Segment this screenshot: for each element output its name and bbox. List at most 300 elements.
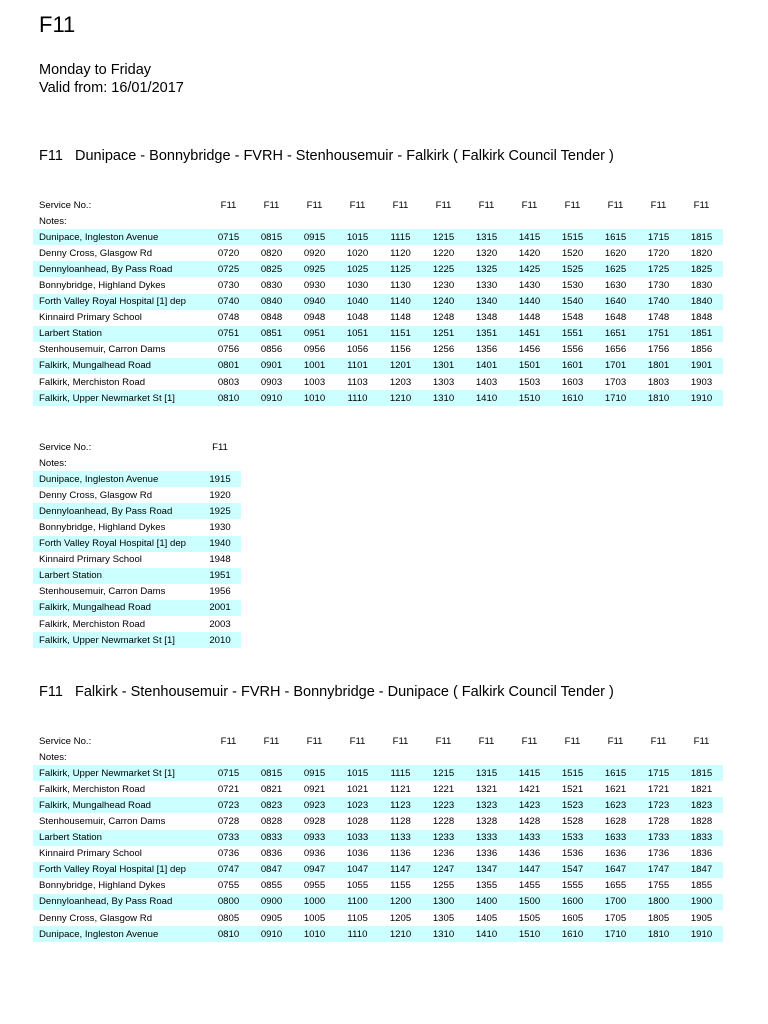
departure-time: 1055: [346, 880, 369, 892]
stop-name: Stenhousemuir, Carron Dams: [39, 344, 166, 356]
departure-time: 1233: [422, 830, 465, 846]
departure-time: 1525: [551, 261, 594, 277]
departure-time: 1128: [390, 816, 411, 828]
departure-time: 1220: [432, 247, 455, 259]
stop-name: Kinnaird Primary School: [39, 848, 142, 860]
departure-time: 1855: [690, 880, 713, 892]
departure-time: 1010: [293, 390, 336, 406]
departure-time: 1447: [508, 862, 551, 878]
stop-name: Bonnybridge, Highland Dykes: [39, 522, 166, 534]
departure-time: 1703: [604, 376, 627, 388]
departure-time: 0847: [250, 862, 293, 878]
departure-time: 0955: [303, 880, 326, 892]
notes-label: Notes:: [39, 457, 67, 469]
departure-time: 0728: [217, 816, 240, 828]
departure-time: 0830: [260, 280, 283, 292]
departure-time: 1710: [594, 390, 637, 406]
departure-time: 1003: [303, 376, 326, 388]
departure-time: 1133: [379, 830, 422, 846]
table-row: [33, 830, 723, 846]
departure-time: 0803: [217, 376, 240, 388]
departure-time: 0840: [250, 294, 293, 310]
departure-time: 0823: [250, 797, 293, 813]
departure-time: 1301: [422, 358, 465, 374]
notes-cell: [379, 749, 422, 765]
departure-time: 1801: [637, 358, 680, 374]
table-row: [33, 294, 723, 310]
departure-time: 1920: [209, 489, 231, 501]
departure-time: 1456: [518, 344, 541, 356]
departure-time: 0928: [303, 816, 326, 828]
departure-time: 0855: [260, 880, 283, 892]
departure-time: 1815: [680, 765, 723, 781]
notes-cell: [199, 455, 241, 471]
service-row: [33, 197, 723, 213]
departure-time: 1155: [390, 880, 411, 892]
departure-time: 1236: [432, 848, 455, 860]
table-row: [33, 910, 723, 926]
departure-time: 1001: [293, 358, 336, 374]
departure-time: 1051: [336, 326, 379, 342]
departure-time: 1115: [379, 229, 422, 245]
departure-time: 1120: [390, 247, 411, 259]
service-number: F11: [607, 199, 624, 211]
departure-time: 1415: [508, 765, 551, 781]
departure-time: 1048: [346, 312, 369, 324]
service-number: F11: [521, 199, 538, 211]
departure-time: 1830: [690, 280, 713, 292]
notes-cell: [207, 213, 250, 229]
departure-time: 1600: [551, 894, 594, 910]
notes-cell: [465, 749, 508, 765]
departure-time: 1215: [422, 765, 465, 781]
notes-cell: [465, 213, 508, 229]
table-row: [33, 277, 723, 293]
table-row: [33, 261, 723, 277]
departure-time: 0725: [207, 261, 250, 277]
departure-time: 0805: [217, 912, 240, 924]
departure-time: 1940: [199, 536, 241, 552]
service-number: F11: [220, 735, 237, 747]
stop-name: Falkirk, Mungalhead Road: [33, 600, 199, 616]
departure-time: 1103: [347, 376, 368, 388]
stop-name: Dunipace, Ingleston Avenue: [33, 926, 207, 942]
departure-time: 1300: [422, 894, 465, 910]
departure-time: 1325: [465, 261, 508, 277]
notes-cell: [250, 213, 293, 229]
departure-time: 1851: [680, 326, 723, 342]
departure-time: 1847: [680, 862, 723, 878]
departure-time: 1530: [561, 280, 584, 292]
departure-time: 1410: [465, 390, 508, 406]
departure-time: 0721: [217, 783, 240, 795]
service-number: F11: [650, 199, 667, 211]
departure-time: 0936: [303, 848, 326, 860]
departure-time: 1210: [379, 926, 422, 942]
departure-time: 1205: [389, 912, 412, 924]
departure-time: 0810: [207, 926, 250, 942]
table-row: [33, 632, 241, 648]
departure-time: 1401: [465, 358, 508, 374]
departure-time: 1856: [690, 344, 713, 356]
departure-time: 0910: [250, 390, 293, 406]
departure-time: 1455: [518, 880, 541, 892]
departure-time: 1610: [551, 926, 594, 942]
table-row: [33, 342, 723, 358]
stop-name: Denny Cross, Glasgow Rd: [39, 912, 153, 924]
departure-time: 0851: [250, 326, 293, 342]
departure-time: 1123: [379, 797, 422, 813]
notes-cell: [594, 749, 637, 765]
stop-name: Larbert Station: [33, 568, 199, 584]
departure-time: 1521: [561, 783, 584, 795]
departure-time: 2001: [199, 600, 241, 616]
departure-time: 1840: [680, 294, 723, 310]
notes-label: Notes:: [39, 751, 67, 763]
stop-name: Dunipace, Ingleston Avenue: [33, 229, 207, 245]
departure-time: 0723: [207, 797, 250, 813]
departure-time: 0951: [293, 326, 336, 342]
departure-time: 1536: [561, 848, 584, 860]
departure-time: 1951: [199, 568, 241, 584]
service-number: F11: [521, 735, 538, 747]
departure-time: 1348: [475, 312, 498, 324]
departure-time: 0925: [293, 261, 336, 277]
table-row: [33, 600, 241, 616]
departure-time: 1321: [475, 783, 498, 795]
table-row: [33, 797, 723, 813]
departure-time: 1228: [432, 816, 455, 828]
departure-time: 0748: [217, 312, 240, 324]
notes-label: Notes:: [39, 215, 67, 227]
stop-name: Forth Valley Royal Hospital [1] dep: [33, 536, 199, 552]
departure-time: 1010: [293, 926, 336, 942]
departure-time: 1255: [432, 880, 455, 892]
service-number: F11: [478, 735, 495, 747]
departure-time: 1203: [389, 376, 412, 388]
service-number: F11: [306, 199, 323, 211]
departure-time: 1415: [508, 229, 551, 245]
departure-time: 1901: [680, 358, 723, 374]
service-number: F11: [392, 199, 409, 211]
departure-time: 1647: [594, 862, 637, 878]
departure-time: 0920: [303, 247, 326, 259]
departure-time: 1730: [647, 280, 670, 292]
departure-time: 1655: [604, 880, 627, 892]
departure-time: 1815: [680, 229, 723, 245]
departure-time: 1303: [432, 376, 455, 388]
departure-time: 1333: [465, 830, 508, 846]
departure-time: 1736: [647, 848, 670, 860]
departure-time: 0930: [303, 280, 326, 292]
departure-time: 1800: [637, 894, 680, 910]
departure-time: 1620: [604, 247, 627, 259]
departure-time: 1201: [379, 358, 422, 374]
departure-time: 1628: [604, 816, 627, 828]
departure-time: 1500: [508, 894, 551, 910]
departure-time: 1101: [336, 358, 379, 374]
service-number: F11: [212, 441, 228, 453]
departure-time: 0915: [293, 765, 336, 781]
departure-time: 0910: [250, 926, 293, 942]
table-row: [33, 926, 723, 942]
departure-time: 1310: [422, 926, 465, 942]
service-number: F11: [349, 735, 366, 747]
departure-time: 1610: [551, 390, 594, 406]
timetable-outbound-continued: [33, 439, 241, 648]
departure-time: 1347: [465, 862, 508, 878]
operating-days: Monday to Friday: [39, 62, 152, 78]
departure-time: 1848: [690, 312, 713, 324]
departure-time: 1215: [422, 229, 465, 245]
departure-time: 1110: [336, 390, 379, 406]
departure-time: 1555: [561, 880, 584, 892]
notes-cell: [336, 213, 379, 229]
departure-time: 1023: [336, 797, 379, 813]
departure-time: 1448: [518, 312, 541, 324]
table-row: [33, 471, 241, 487]
departure-time: 1505: [518, 912, 541, 924]
notes-cell: [336, 749, 379, 765]
departure-time: 1136: [390, 848, 411, 860]
departure-time: 1605: [561, 912, 584, 924]
table-row: [33, 503, 241, 519]
departure-time: 1423: [508, 797, 551, 813]
table-row: [33, 310, 723, 326]
departure-time: 1100: [336, 894, 379, 910]
departure-time: 1328: [475, 816, 498, 828]
table-row: [33, 894, 723, 910]
service-number: F11: [263, 735, 280, 747]
departure-time: 1900: [680, 894, 723, 910]
timetable-return: [33, 733, 723, 942]
departure-time: 0730: [217, 280, 240, 292]
service-number: F11: [564, 199, 581, 211]
departure-time: 0856: [260, 344, 283, 356]
service-number: F11: [478, 199, 495, 211]
departure-time: 0815: [250, 765, 293, 781]
departure-time: 1810: [637, 390, 680, 406]
departure-time: 1210: [379, 390, 422, 406]
departure-time: 1623: [594, 797, 637, 813]
departure-time: 1828: [690, 816, 713, 828]
departure-time: 1528: [561, 816, 584, 828]
stop-name: Denny Cross, Glasgow Rd: [39, 489, 153, 501]
departure-time: 0903: [260, 376, 283, 388]
departure-time: 1910: [680, 926, 723, 942]
departure-time: 1248: [432, 312, 455, 324]
notes-row: [33, 455, 241, 471]
departure-time: 0905: [260, 912, 283, 924]
departure-time: 0921: [303, 783, 326, 795]
departure-time: 1640: [594, 294, 637, 310]
table-row: [33, 765, 723, 781]
notes-cell: [293, 749, 336, 765]
departure-time: 1433: [508, 830, 551, 846]
departure-time: 1425: [508, 261, 551, 277]
departure-time: 0756: [217, 344, 240, 356]
departure-time: 1700: [594, 894, 637, 910]
departure-time: 1110: [336, 926, 379, 942]
departure-time: 0815: [250, 229, 293, 245]
notes-cell: [422, 749, 465, 765]
notes-cell: [594, 213, 637, 229]
departure-time: 1715: [637, 229, 680, 245]
departure-time: 1523: [551, 797, 594, 813]
notes-cell: [637, 749, 680, 765]
departure-time: 1540: [551, 294, 594, 310]
departure-time: 1221: [432, 783, 455, 795]
stop-name: Denny Cross, Glasgow Rd: [39, 247, 153, 259]
departure-time: 1805: [647, 912, 670, 924]
departure-time: 1428: [518, 816, 541, 828]
route-title-return: F11 Falkirk - Stenhousemuir - FVRH - Bonnybridge - Dunipace ( Falkirk Council Tender ): [39, 684, 614, 700]
route-title-outbound: F11 Dunipace - Bonnybridge - FVRH - Stenhousemuir - Falkirk ( Falkirk Council Tender ): [39, 148, 614, 164]
departure-time: 1520: [561, 247, 584, 259]
departure-time: 1056: [346, 344, 369, 356]
departure-time: 1315: [465, 229, 508, 245]
departure-time: 0801: [207, 358, 250, 374]
service-number: F11: [435, 735, 452, 747]
service-number: F11: [650, 735, 667, 747]
departure-time: 1903: [690, 376, 713, 388]
departure-time: 1015: [336, 229, 379, 245]
departure-time: 1310: [422, 390, 465, 406]
service-label: Service No.:: [39, 441, 92, 453]
service-number: F11: [306, 735, 323, 747]
departure-time: 1015: [336, 765, 379, 781]
departure-time: 1130: [390, 280, 411, 292]
departure-time: 1723: [637, 797, 680, 813]
departure-time: 0940: [293, 294, 336, 310]
departure-time: 1751: [637, 326, 680, 342]
notes-cell: [680, 749, 723, 765]
departure-time: 1156: [390, 344, 411, 356]
service-number: F11: [693, 199, 710, 211]
departure-time: 1821: [690, 783, 713, 795]
notes-cell: [508, 749, 551, 765]
departure-time: 1648: [604, 312, 627, 324]
notes-cell: [207, 749, 250, 765]
departure-time: 1705: [604, 912, 627, 924]
departure-time: 1315: [465, 765, 508, 781]
departure-time: 1515: [551, 229, 594, 245]
timetable-outbound: [33, 197, 723, 406]
stop-name: Falkirk, Upper Newmarket St [1]: [33, 765, 207, 781]
departure-time: 0956: [303, 344, 326, 356]
departure-time: 1105: [347, 912, 368, 924]
departure-time: 0747: [207, 862, 250, 878]
departure-time: 1755: [647, 880, 670, 892]
departure-time: 1656: [604, 344, 627, 356]
service-number: F11: [693, 735, 710, 747]
table-row: [33, 374, 723, 390]
departure-time: 1748: [647, 312, 670, 324]
departure-time: 1820: [690, 247, 713, 259]
notes-cell: [551, 749, 594, 765]
departure-time: 1630: [604, 280, 627, 292]
table-row: [33, 245, 723, 261]
departure-time: 1151: [379, 326, 422, 342]
stop-name: Stenhousemuir, Carron Dams: [39, 586, 166, 598]
departure-time: 1323: [465, 797, 508, 813]
departure-time: 0820: [260, 247, 283, 259]
departure-time: 1533: [551, 830, 594, 846]
notes-cell: [379, 213, 422, 229]
departure-time: 0715: [207, 765, 250, 781]
service-row: [33, 439, 241, 455]
departure-time: 0828: [260, 816, 283, 828]
departure-time: 1615: [594, 229, 637, 245]
departure-time: 1510: [508, 926, 551, 942]
departure-time: 1223: [422, 797, 465, 813]
departure-time: 1247: [422, 862, 465, 878]
departure-time: 0810: [207, 390, 250, 406]
notes-cell: [422, 213, 465, 229]
departure-time: 1125: [379, 261, 422, 277]
stop-name: Falkirk, Merchiston Road: [39, 376, 146, 388]
departure-time: 0715: [207, 229, 250, 245]
notes-cell: [680, 213, 723, 229]
departure-time: 1556: [561, 344, 584, 356]
departure-time: 1251: [422, 326, 465, 342]
table-row: [33, 616, 241, 632]
departure-time: 1715: [637, 765, 680, 781]
notes-cell: [637, 213, 680, 229]
departure-time: 2010: [199, 632, 241, 648]
departure-time: 1603: [561, 376, 584, 388]
service-number: F11: [607, 735, 624, 747]
stop-name: Falkirk, Mungalhead Road: [33, 797, 207, 813]
notes-cell: [293, 213, 336, 229]
stop-name: Dunipace, Ingleston Avenue: [33, 471, 199, 487]
notes-row: [33, 749, 723, 765]
service-label: Service No.:: [39, 199, 92, 211]
departure-time: 1823: [680, 797, 723, 813]
departure-time: 1701: [594, 358, 637, 374]
departure-time: 1948: [209, 554, 231, 566]
stop-name: Larbert Station: [33, 830, 207, 846]
departure-time: 1756: [647, 344, 670, 356]
departure-time: 0740: [207, 294, 250, 310]
departure-time: 1548: [561, 312, 584, 324]
departure-time: 0720: [217, 247, 240, 259]
departure-time: 1036: [346, 848, 369, 860]
departure-time: 1803: [647, 376, 670, 388]
departure-time: 1140: [379, 294, 422, 310]
departure-time: 1551: [551, 326, 594, 342]
table-row: [33, 813, 723, 829]
departure-time: 1925: [199, 503, 241, 519]
departure-time: 1625: [594, 261, 637, 277]
departure-time: 1810: [637, 926, 680, 942]
notes-cell: [508, 213, 551, 229]
table-row: [33, 390, 723, 406]
departure-time: 1721: [647, 783, 670, 795]
departure-time: 1733: [637, 830, 680, 846]
departure-time: 1710: [594, 926, 637, 942]
departure-time: 1025: [336, 261, 379, 277]
departure-time: 1430: [518, 280, 541, 292]
departure-time: 1200: [379, 894, 422, 910]
departure-time: 1503: [518, 376, 541, 388]
departure-time: 1725: [637, 261, 680, 277]
departure-time: 1405: [475, 912, 498, 924]
departure-time: 1115: [379, 765, 422, 781]
stop-name: Dennyloanhead, By Pass Road: [33, 894, 207, 910]
departure-time: 0923: [293, 797, 336, 813]
departure-time: 0915: [293, 229, 336, 245]
